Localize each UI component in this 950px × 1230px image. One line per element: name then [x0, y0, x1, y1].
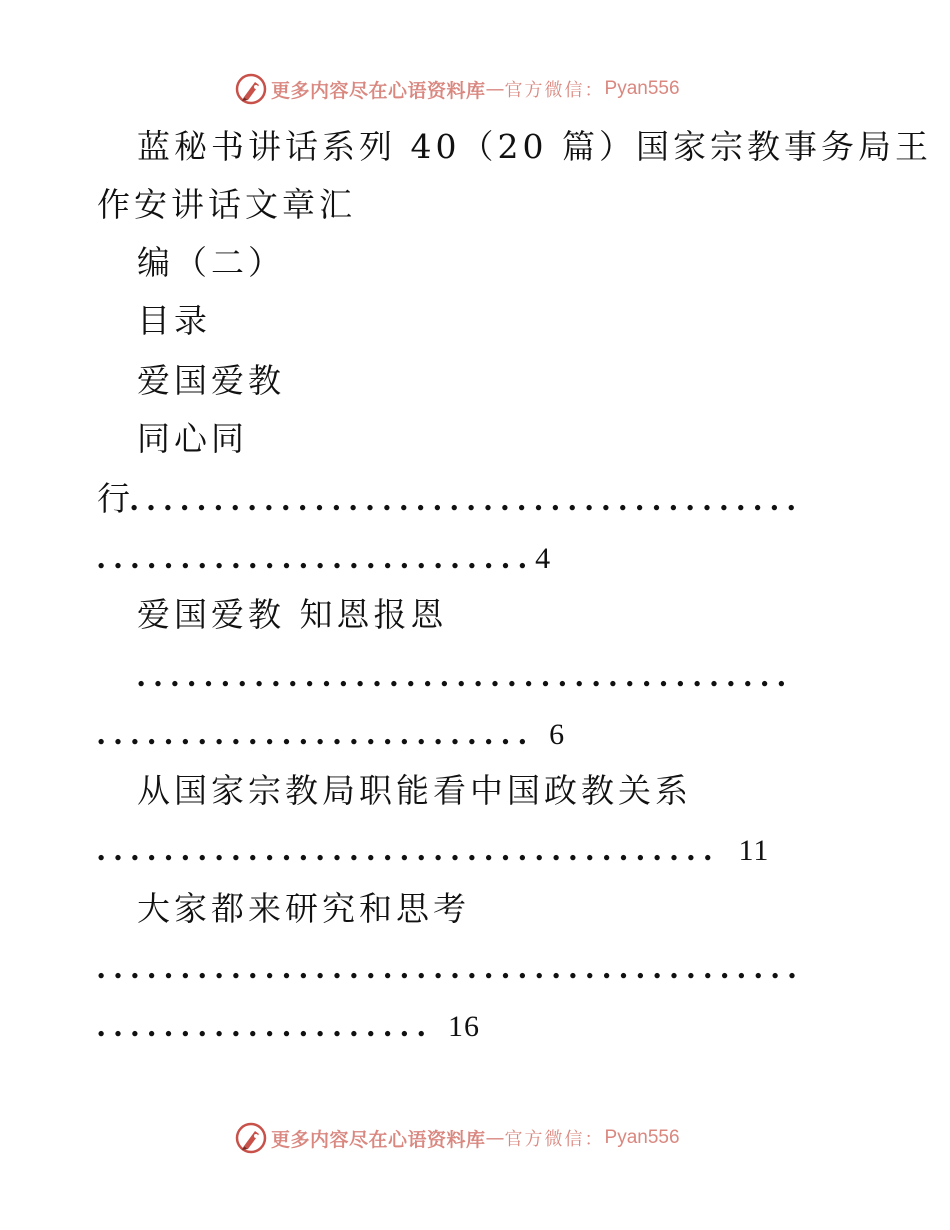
- toc-entry-4-title: 大家都来研究和思考: [137, 889, 470, 928]
- toc-entry-2-leader-line-1: [137, 655, 794, 696]
- header-banner: [235, 72, 680, 106]
- toc-entry-3-title: 从国家宗教局职能看中国政教关系: [137, 771, 692, 810]
- toc-entry-4-dots-1: ..........................................: [97, 950, 805, 986]
- toc-entry-2-page: 6: [549, 718, 566, 751]
- toc-entry-4-dots-2: ....................: [97, 1008, 434, 1044]
- toc-entry-1-dots-1: ........................................: [130, 482, 804, 518]
- toc-entry-2-dots-2: ..........................: [97, 716, 536, 752]
- toc-entry-2-dots-1: .......................................: [137, 658, 795, 694]
- toc-entry-1-title-part-1: 爱国爱教: [137, 361, 285, 400]
- toc-entry-4-leader-line-2: [97, 1005, 480, 1047]
- banner-text: 更多内容尽在心语资料库: [271, 1128, 486, 1151]
- toc-entry-1-leader-line-2: [97, 537, 551, 579]
- banner-dash: —: [485, 78, 505, 100]
- banner-dash: —: [485, 1127, 505, 1149]
- pen-logo-icon: [235, 73, 267, 105]
- toc-entry-2-leader-line-2: [97, 713, 565, 755]
- toc-entry-3-leader-line-1: [97, 829, 769, 871]
- pen-logo-icon: [235, 1122, 267, 1154]
- toc-entry-4-leader-line-1: [97, 947, 805, 988]
- toc-entry-1-title-part-2: 同心同: [137, 419, 248, 458]
- toc-entry-2-title: 爱国爱教 知恩报恩: [137, 595, 448, 634]
- toc-entry-3-page: 11: [738, 834, 770, 867]
- banner-text: 更多内容尽在心语资料库: [271, 79, 486, 102]
- banner-wechat-id: Pyan556: [604, 1127, 680, 1148]
- toc-entry-1-dots-2: ..........................: [97, 540, 536, 576]
- toc-entry-1-leader-line-1: [97, 479, 804, 520]
- banner-wechat-id: Pyan556: [604, 78, 680, 99]
- banner-wechat-label: 官方微信：: [504, 1129, 605, 1150]
- toc-entry-1-page: 4: [535, 542, 552, 575]
- footer-banner: [235, 1121, 680, 1155]
- toc-heading: 目录: [137, 301, 211, 340]
- banner-wechat-label: 官方微信：: [504, 80, 605, 101]
- toc-entry-4-page: 16: [448, 1010, 480, 1043]
- document-title-line-1: 蓝秘书讲话系列 40（20 篇）国家宗教事务局王: [137, 127, 932, 166]
- document-title-line-3: 编（二）: [137, 243, 285, 282]
- toc-entry-3-dots-1: .....................................: [97, 832, 721, 868]
- document-title-line-2: 作安讲话文章汇: [97, 185, 356, 224]
- toc-entry-1-lead-char: 行: [97, 479, 130, 518]
